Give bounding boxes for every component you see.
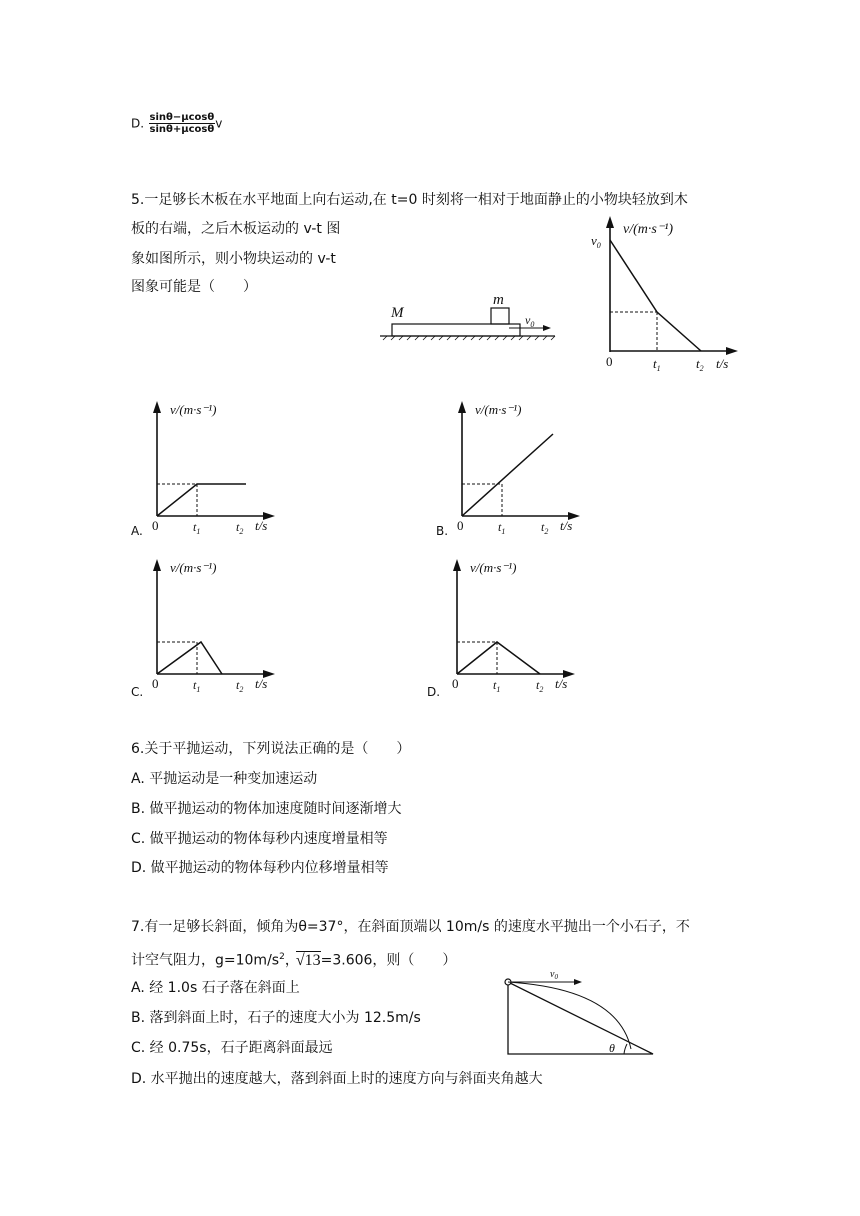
q5-option-b-graph [445,394,590,534]
q5-option-c-graph [140,552,285,692]
q5-stem-line-1: 5.一足够长木板在水平地面上向右运动,在 t=0 时刻将一相对于地面静止的小物块轻放到木 [131,192,688,208]
q7-stem-text-c: =3.606，则（ ） [320,952,457,969]
v-axis-arrowhead [606,216,614,228]
q6-option-a[interactable]: A. 平抛运动是一种变加速运动 [131,771,318,787]
q7-incline-figure [498,964,663,1059]
v-axis-arrowhead [453,559,461,571]
q6-option-d[interactable]: D. 做平抛运动的物体每秒内位移增量相等 [131,860,389,876]
t1-label: $t_1$ [498,520,506,534]
origin-label: 0 [452,676,459,691]
v-axis-label: v/(m·s⁻¹) [475,402,522,417]
q6-option-b[interactable]: B. 做平抛运动的物体加速度随时间逐渐增大 [131,801,402,817]
t-axis-arrowhead [726,347,738,355]
velocity-label: $v_0$ [525,313,535,329]
q7-option-d[interactable]: D. 水平抛出的速度越大，落到斜面上时的速度方向与斜面夹角越大 [131,1071,543,1087]
t2-label: $t_2$ [696,356,704,373]
q5-stem-line-3: 象如图所示，则小物块运动的 v-t [131,251,336,267]
v-axis-label: v/(m·s⁻¹) [170,402,217,417]
t1-label: $t_1$ [193,678,201,692]
fraction-denominator: sinθ+μcosθ [149,124,215,135]
v-axis-label: v/(m·s⁻¹) [170,560,217,575]
block [491,308,509,324]
q6-option-c[interactable]: C. 做平抛运动的物体每秒内速度增量相等 [131,831,388,847]
q5-stem-line-4: 图象可能是（ ） [131,279,257,295]
t-axis-label: t/s [560,518,573,533]
t2-label: $t_2$ [541,520,549,534]
origin-label: 0 [152,676,159,691]
v0-label: $v_0$ [591,233,601,250]
q7-option-c[interactable]: C. 经 0.75s，石子距离斜面最远 [131,1040,333,1056]
v0-label: $v_0$ [550,969,558,981]
t1-label: $t_1$ [193,520,201,534]
v-axis-arrowhead [153,401,161,413]
q5-option-c-label[interactable]: C. [131,685,144,699]
t2-label: $t_2$ [536,678,544,692]
q5-option-a-label[interactable]: A. [131,524,143,538]
t-axis-label: t/s [716,356,729,371]
q7-option-b[interactable]: B. 落到斜面上时，石子的速度大小为 12.5m/s [131,1010,421,1026]
t1-label: $t_1$ [653,356,661,373]
incline-triangle [508,982,653,1054]
q7-option-a[interactable]: A. 经 1.0s 石子落在斜面上 [131,980,300,996]
t-axis-label: t/s [255,676,268,691]
t2-label: $t_2$ [236,520,244,534]
t-axis-label: t/s [255,518,268,533]
q4-option-d [131,112,222,135]
q5-option-b-label[interactable]: B. [436,524,449,538]
q7-stem-text-b: ， [284,952,299,969]
fraction-numerator: sinθ−μcosθ [149,112,215,123]
board [392,324,520,336]
q7-stem-text-a: 计空气阻力，g=10m/s [131,952,280,969]
q5-option-d-label[interactable]: D. [427,685,441,699]
block-label: m [493,292,504,308]
q4-option-d-fraction [149,112,216,135]
v-axis-label: v/(m·s⁻¹) [470,560,517,575]
q4-option-d-label: D. [131,116,145,131]
q5-board-block-figure [375,288,565,344]
q5-option-d-graph [440,552,585,692]
board-velocity-line [610,240,701,351]
theta-label: θ [609,1041,615,1055]
origin-label: 0 [457,518,464,533]
v-axis-arrowhead [153,559,161,571]
block-velocity-line [157,642,222,674]
block-velocity-line [457,642,540,674]
ground-hatching [383,336,555,340]
origin-label: 0 [606,354,613,369]
origin-label: 0 [152,518,159,533]
t1-label: $t_1$ [493,678,501,692]
q5-option-a-graph [140,394,285,534]
q7-stem-line-1: 7.有一足够长斜面，倾角为θ=37°，在斜面顶端以 10m/s 的速度水平抛出一个小石子，不 [131,919,690,935]
v-axis-label: v/(m·s⁻¹) [623,222,674,237]
velocity-arrowhead [543,325,551,331]
q4-option-d-suffix: v [215,116,223,131]
trajectory [508,982,631,1049]
angle-arc [624,1044,627,1054]
board-label: M [391,305,404,321]
q5-stem-line-2: 板的右端，之后木板运动的 v-t 图 [131,221,341,237]
q5-board-vt-graph [585,212,750,377]
block-velocity-line [157,484,246,516]
sqrt-13: √13 [295,951,321,969]
v0-arrowhead [574,979,582,985]
block-velocity-line [462,434,553,516]
t-axis-label: t/s [555,676,568,691]
q7-stem-sup: 2 [279,952,285,962]
v-axis-arrowhead [458,401,466,413]
q6-stem: 6.关于平抛运动，下列说法正确的是（ ） [131,741,411,757]
q7-stem-line-2 [131,947,456,971]
t2-label: $t_2$ [236,678,244,692]
